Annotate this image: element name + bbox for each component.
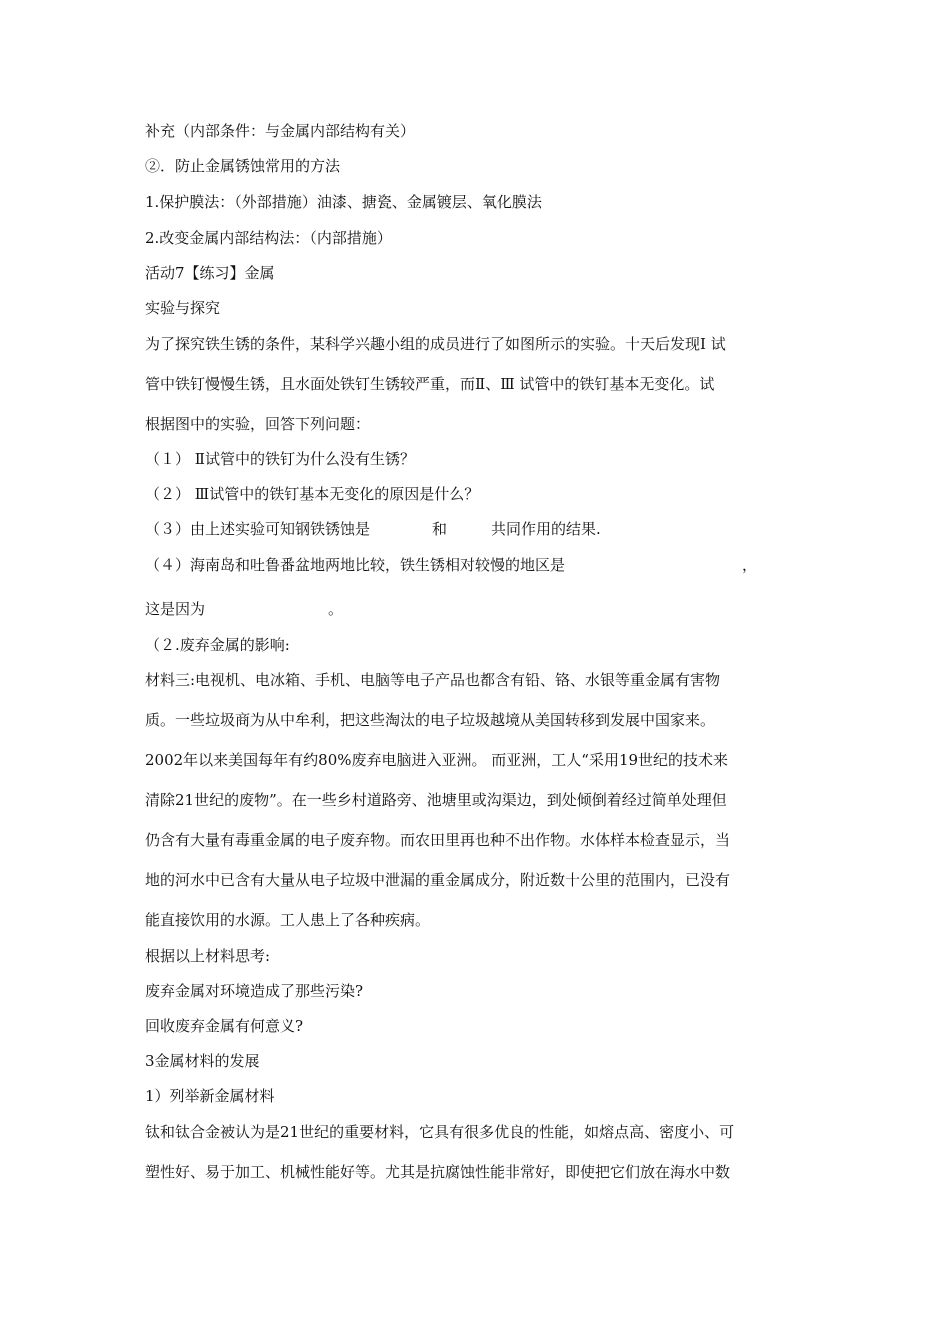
question-3-prefix: （３）由上述实验可知钢铁锈蚀是 (145, 520, 371, 538)
text-line: 2.改变金属内部结构法：（内部措施） (145, 229, 392, 247)
text-line: 清除21世纪的废物”。在一些乡村道路旁、池塘里或沟渠边，到处倾倒着经过简单处理但 (145, 791, 727, 809)
text-line: 塑性好、易于加工、机械性能好等。尤其是抗腐蚀性能非常好，即使把它们放在海水中数 (145, 1163, 731, 1181)
subsection-heading: 1）列举新金属材料 (145, 1087, 275, 1105)
text-line: 仍含有大量有毒重金属的电子废弃物。而农田里再也种不出作物。水体样本检查显示，当 (145, 831, 731, 849)
question-3-middle: 和 (432, 520, 448, 538)
text-line: 补充（内部条件：与金属内部结构有关） (145, 122, 416, 140)
question-3-suffix: 共同作用的结果. (491, 520, 601, 538)
text-line: 根据图中的实验，回答下列问题： (145, 415, 371, 433)
text-line: 能直接饮用的水源。工人患上了各种疾病。 (145, 911, 431, 929)
section-heading: 3金属材料的发展 (145, 1052, 260, 1070)
text-line: 钛和钛合金被认为是21世纪的重要材料，它具有很多优良的性能，如熔点高、密度小、可 (145, 1123, 735, 1141)
text-line: 材料三:电视机、电冰箱、手机、电脑等电子产品也都含有铅、铬、水银等重金属有害物 (145, 671, 721, 689)
question-4-line2-prefix: 这是因为 (145, 600, 206, 618)
text-line: 根据以上材料思考: (145, 947, 271, 965)
question-1: （１） Ⅱ试管中的铁钉为什么没有生锈？ (145, 450, 415, 468)
text-line: 实验与探究 (145, 299, 221, 317)
text-line: 废弃金属对环境造成了那些污染? (145, 982, 364, 1000)
question-3 (145, 522, 810, 558)
text-line: ②．防止金属锈蚀常用的方法 (145, 157, 341, 175)
question-4-line2-suffix: 。 (328, 600, 344, 618)
text-line: 管中铁钉慢慢生锈，且水面处铁钉生锈较严重，而Ⅱ、Ⅲ 试管中的铁钉基本无变化。试 (145, 375, 715, 393)
text-line: 地的河水中已含有大量从电子垃圾中泄漏的重金属成分，附近数十公里的范围内，已没有 (145, 871, 731, 889)
text-line: 质。一些垃圾商为从中牟利，把这些淘汰的电子垃圾越境从美国转移到发展中国家来。 (145, 711, 716, 729)
text-line: 1.保护膜法：（外部措施）油漆、搪瓷、金属镀层、氧化膜法 (145, 193, 542, 211)
text-line: 活动7【练习】金属 (145, 264, 275, 282)
text-line: （２.废弃金属的影响: (145, 636, 290, 654)
question-4-suffix: ， (742, 556, 758, 574)
question-4-prefix: （４）海南岛和吐鲁番盆地两地比较，铁生锈相对较慢的地区是 (145, 556, 566, 574)
text-line: 2002年以来美国每年有约80%废弃电脑进入亚洲。 而亚洲，工人“采用19世纪的技术来 (145, 751, 729, 769)
question-4-line-2 (145, 602, 810, 638)
question-2: （２） Ⅲ试管中的铁钉基本无变化的原因是什么？ (145, 485, 480, 503)
text-line: 回收废弃金属有何意义? (145, 1017, 304, 1035)
question-4 (145, 558, 810, 602)
document-body (145, 124, 810, 1205)
text-line: 为了探究铁生锈的条件，某科学兴趣小组的成员进行了如图所示的实验。十天后发现Ⅰ 试 (145, 335, 726, 353)
